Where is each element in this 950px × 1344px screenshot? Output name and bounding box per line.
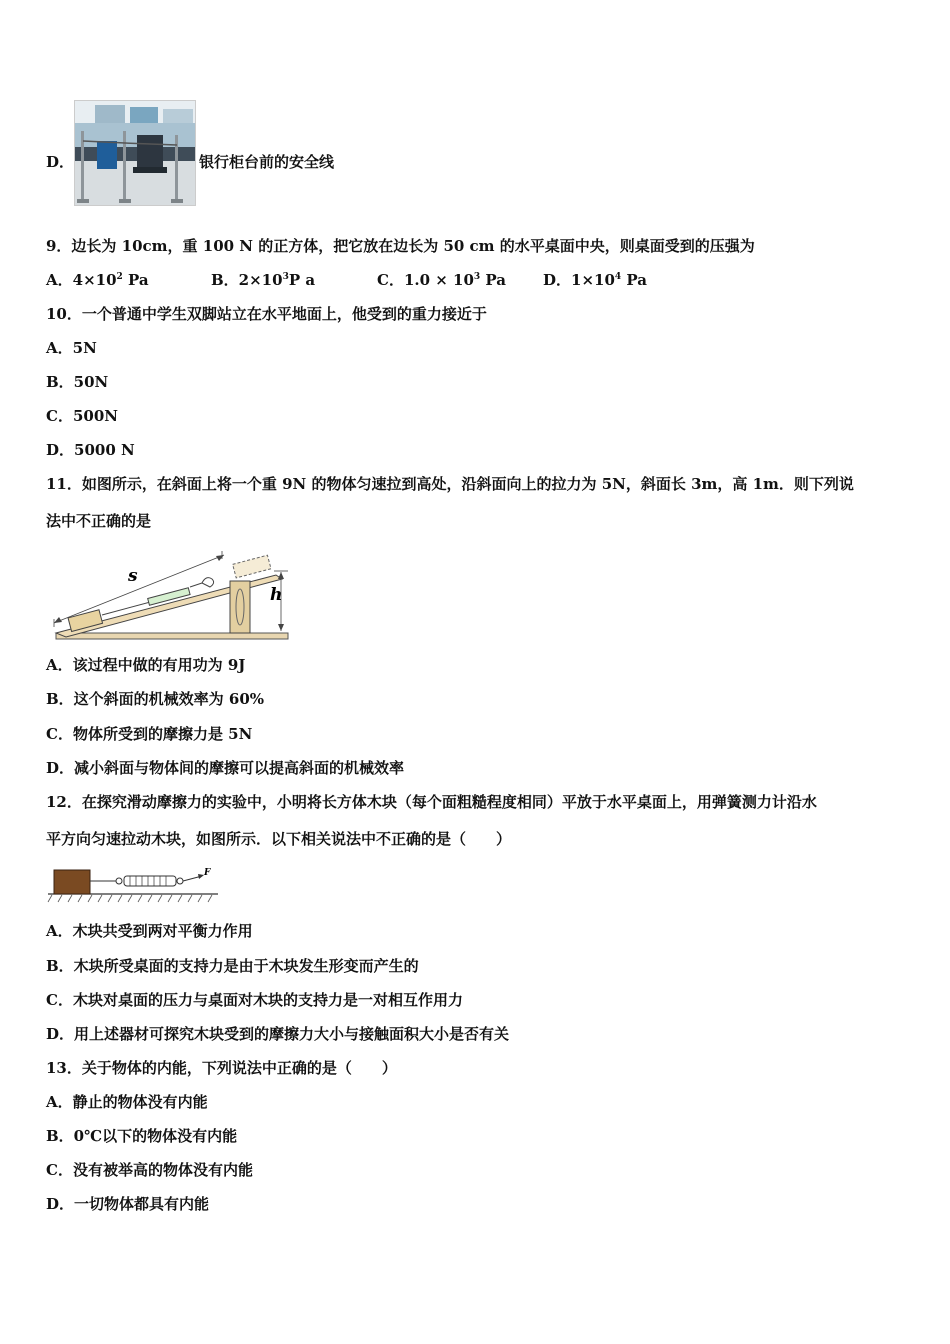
q8-option-d-label: D． [46, 153, 75, 171]
q9-option-c: C．$1.0 \times 10^3$ Pa [377, 271, 507, 289]
incline-figure [44, 545, 294, 645]
q13-option-d: D．一切物体都具有内能 [46, 1195, 210, 1213]
friction-figure [46, 864, 221, 906]
q10-option-a: A．5N [46, 339, 97, 357]
incline-label-s: s [128, 566, 138, 586]
q12-option-b: B．木块所受桌面的支持力是由于木块发生形变而产生的 [46, 957, 419, 975]
q10-option-b: B．50N [46, 373, 109, 391]
q12-stem-line1: 12．在探究滑动摩擦力的实验中，小明将长方体木块（每个面粗糙程度相同）平放于水平桌面上，用弹簧测力计沿水 [46, 793, 817, 811]
q9-option-a: A．$4\times 10^2$ Pa [46, 271, 149, 289]
q10-option-d: D．5000 N [46, 441, 135, 459]
q13-option-c: C．没有被举高的物体没有内能 [46, 1161, 253, 1179]
q12-option-d: D．用上述器材可探究木块受到的摩擦力大小与接触面积大小是否有关 [46, 1025, 510, 1043]
q12-option-c: C．木块对桌面的压力与桌面对木块的支持力是一对相互作用力 [46, 991, 463, 1009]
q13-option-a: A．静止的物体没有内能 [46, 1093, 208, 1111]
q10-stem: 10．一个普通中学生双脚站立在水平地面上，他受到的重力接近于 [46, 305, 487, 323]
q9-option-b: B．$2\times 10^3P$ a [211, 271, 316, 289]
q9-stem: 9．边长为 10cm，重 100 N 的正方体，把它放在边长为 50 cm 的水平桌面中央，则桌面受到的压强为 [46, 237, 755, 255]
q11-stem-line1: 11．如图所示，在斜面上将一个重 9N 的物体匀速拉到高处，沿斜面向上的拉力为 5N，斜面长 3m，高 1m．则下列说 [46, 475, 854, 493]
q11-option-c: C．物体所受到的摩擦力是 5N [46, 725, 253, 743]
incline-label-h: h [270, 585, 283, 605]
q9-option-d: D．$1\times 10^4$ Pa [543, 271, 647, 289]
q12-stem-line2: 平方向匀速拉动木块，如图所示．以下相关说法中不正确的是（ ） [46, 830, 512, 848]
q13-stem: 13．关于物体的内能，下列说法中正确的是（ ） [46, 1059, 397, 1077]
q11-option-d: D．减小斜面与物体间的摩擦可以提高斜面的机械效率 [46, 759, 405, 777]
q12-option-a: A．木块共受到两对平衡力作用 [46, 922, 253, 940]
q11-option-a: A．该过程中做的有用功为 9J [46, 656, 246, 674]
bank-counter-photo [74, 100, 196, 206]
q10-option-c: C．500N [46, 407, 118, 425]
q8-option-d-text: 银行柜台前的安全线 [199, 153, 335, 171]
q13-option-b: B．0℃以下的物体没有内能 [46, 1127, 238, 1145]
q11-option-b: B．这个斜面的机械效率为 60% [46, 690, 265, 708]
q11-stem-line2: 法中不正确的是 [46, 512, 152, 530]
friction-label-f: F [204, 868, 211, 878]
